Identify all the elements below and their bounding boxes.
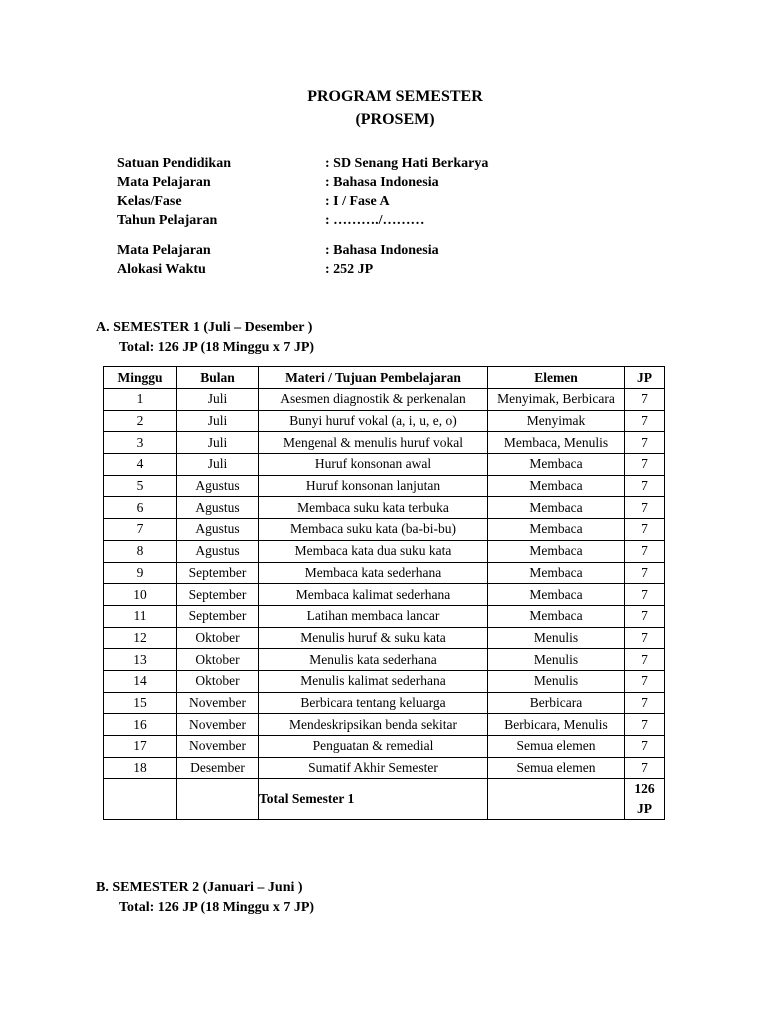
cell-elemen: Membaca <box>488 454 625 476</box>
cell-materi: Membaca suku kata terbuka <box>259 497 488 519</box>
cell-jp: 7 <box>625 475 665 497</box>
total-jp-unit: JP <box>637 801 652 817</box>
cell-minggu: 9 <box>104 562 177 584</box>
cell-bulan: Agustus <box>177 540 259 562</box>
cell-bulan: Agustus <box>177 519 259 541</box>
column-header-minggu: Minggu <box>104 367 177 389</box>
cell-materi: Latihan membaca lancar <box>259 605 488 627</box>
page-subtitle: (PROSEM) <box>355 111 435 128</box>
info-label: Kelas/Fase <box>117 194 182 209</box>
cell-jp: 7 <box>625 605 665 627</box>
cell-materi: Berbicara tentang keluarga <box>259 692 488 714</box>
section-heading: B. SEMESTER 2 (Januari – Juni ) <box>96 880 303 895</box>
cell-elemen: Menulis <box>488 649 625 671</box>
column-header-materi: Materi / Tujuan Pembelajaran <box>259 367 488 389</box>
cell-materi: Membaca kata dua suku kata <box>259 540 488 562</box>
info-label: Alokasi Waktu <box>117 262 206 277</box>
semester-1-table <box>103 366 665 820</box>
semester-1-heading <box>96 318 314 358</box>
cell-elemen: Membaca <box>488 584 625 606</box>
cell-jp: 7 <box>625 519 665 541</box>
cell-jp: 7 <box>625 692 665 714</box>
info-value: : Bahasa Indonesia <box>325 243 439 258</box>
cell-bulan: Juli <box>177 454 259 476</box>
cell-jp: 7 <box>625 627 665 649</box>
table-row <box>104 410 665 432</box>
cell-minggu: 3 <box>104 432 177 454</box>
info-value: : I / Fase A <box>325 194 390 209</box>
section-heading: A. SEMESTER 1 (Juli – Desember ) <box>96 320 313 335</box>
cell-materi: Membaca kata sederhana <box>259 562 488 584</box>
table-row <box>104 475 665 497</box>
cell-minggu: 16 <box>104 714 177 736</box>
table-total-row <box>104 779 665 820</box>
cell-jp: 7 <box>625 454 665 476</box>
table-row <box>104 584 665 606</box>
section-total-line: Total: 126 JP (18 Minggu x 7 JP) <box>119 340 315 355</box>
cell-minggu: 8 <box>104 540 177 562</box>
cell-elemen: Menulis <box>488 627 625 649</box>
cell-elemen: Berbicara <box>488 692 625 714</box>
cell-minggu: 1 <box>104 389 177 411</box>
page-title: PROGRAM SEMESTER <box>307 88 483 105</box>
table-row <box>104 540 665 562</box>
cell-elemen: Semua elemen <box>488 757 625 779</box>
info-label: Mata Pelajaran <box>117 175 211 190</box>
cell-jp: 7 <box>625 410 665 432</box>
cell-materi: Membaca kalimat sederhana <box>259 584 488 606</box>
cell-materi: Penguatan & remedial <box>259 736 488 758</box>
cell-materi: Bunyi huruf vokal (a, i, u, e, o) <box>259 410 488 432</box>
cell-elemen: Membaca, Menulis <box>488 432 625 454</box>
info-value: : SD Senang Hati Berkarya <box>325 156 489 171</box>
cell-jp: 7 <box>625 649 665 671</box>
cell-materi: Asesmen diagnostik & perkenalan <box>259 389 488 411</box>
cell-minggu: 2 <box>104 410 177 432</box>
total-jp <box>625 779 665 820</box>
table-row <box>104 432 665 454</box>
table-row <box>104 649 665 671</box>
cell-bulan: November <box>177 692 259 714</box>
table-row <box>104 562 665 584</box>
cell-jp: 7 <box>625 540 665 562</box>
cell-jp: 7 <box>625 389 665 411</box>
total-label: Total Semester 1 <box>259 779 488 820</box>
cell-materi: Menulis kata sederhana <box>259 649 488 671</box>
semester-2-heading <box>96 878 314 918</box>
cell-bulan: Juli <box>177 432 259 454</box>
table-row <box>104 736 665 758</box>
table-row <box>104 454 665 476</box>
info-value: : Bahasa Indonesia <box>325 175 439 190</box>
cell-jp: 7 <box>625 670 665 692</box>
cell-bulan: September <box>177 562 259 584</box>
cell-bulan: Juli <box>177 389 259 411</box>
cell-jp: 7 <box>625 736 665 758</box>
cell-jp: 7 <box>625 714 665 736</box>
cell-elemen: Menulis <box>488 670 625 692</box>
column-header-bulan: Bulan <box>177 367 259 389</box>
cell-elemen: Membaca <box>488 605 625 627</box>
cell-materi: Huruf konsonan awal <box>259 454 488 476</box>
info-label: Tahun Pelajaran <box>117 213 218 228</box>
total-empty-cell <box>177 779 259 820</box>
cell-materi: Mengenal & menulis huruf vokal <box>259 432 488 454</box>
table-row <box>104 389 665 411</box>
cell-bulan: September <box>177 605 259 627</box>
cell-minggu: 4 <box>104 454 177 476</box>
table-row <box>104 627 665 649</box>
cell-bulan: Oktober <box>177 649 259 671</box>
cell-elemen: Berbicara, Menulis <box>488 714 625 736</box>
cell-minggu: 12 <box>104 627 177 649</box>
cell-minggu: 18 <box>104 757 177 779</box>
cell-bulan: Agustus <box>177 497 259 519</box>
table-row <box>104 605 665 627</box>
cell-bulan: Juli <box>177 410 259 432</box>
table-header-row <box>104 367 665 389</box>
cell-elemen: Membaca <box>488 497 625 519</box>
total-empty-cell <box>104 779 177 820</box>
table-body <box>104 389 665 779</box>
cell-bulan: Oktober <box>177 627 259 649</box>
cell-elemen: Membaca <box>488 540 625 562</box>
table-row <box>104 670 665 692</box>
cell-materi: Membaca suku kata (ba-bi-bu) <box>259 519 488 541</box>
column-header-elemen: Elemen <box>488 367 625 389</box>
section-total-line: Total: 126 JP (18 Minggu x 7 JP) <box>119 900 315 915</box>
cell-jp: 7 <box>625 757 665 779</box>
cell-materi: Menulis huruf & suku kata <box>259 627 488 649</box>
table-row <box>104 692 665 714</box>
cell-bulan: Desember <box>177 757 259 779</box>
total-empty-cell <box>488 779 625 820</box>
table-row <box>104 757 665 779</box>
info-label: Satuan Pendidikan <box>117 156 231 171</box>
cell-materi: Menulis kalimat sederhana <box>259 670 488 692</box>
cell-materi: Mendeskripsikan benda sekitar <box>259 714 488 736</box>
cell-minggu: 6 <box>104 497 177 519</box>
cell-bulan: Agustus <box>177 475 259 497</box>
cell-bulan: September <box>177 584 259 606</box>
column-header-jp: JP <box>625 367 665 389</box>
info-value: : 252 JP <box>325 262 374 277</box>
table-row <box>104 714 665 736</box>
table-row <box>104 519 665 541</box>
cell-elemen: Semua elemen <box>488 736 625 758</box>
cell-minggu: 7 <box>104 519 177 541</box>
cell-bulan: November <box>177 736 259 758</box>
total-jp-value: 126 <box>634 781 655 797</box>
cell-jp: 7 <box>625 584 665 606</box>
cell-elemen: Menyimak <box>488 410 625 432</box>
cell-materi: Huruf konsonan lanjutan <box>259 475 488 497</box>
table-row <box>104 497 665 519</box>
cell-minggu: 15 <box>104 692 177 714</box>
cell-minggu: 11 <box>104 605 177 627</box>
cell-elemen: Membaca <box>488 475 625 497</box>
cell-bulan: Oktober <box>177 670 259 692</box>
cell-jp: 7 <box>625 432 665 454</box>
cell-elemen: Menyimak, Berbicara <box>488 389 625 411</box>
cell-materi: Sumatif Akhir Semester <box>259 757 488 779</box>
cell-jp: 7 <box>625 497 665 519</box>
cell-bulan: November <box>177 714 259 736</box>
info-value: : ………./……… <box>325 213 425 228</box>
cell-minggu: 10 <box>104 584 177 606</box>
cell-minggu: 13 <box>104 649 177 671</box>
cell-minggu: 14 <box>104 670 177 692</box>
info-label: Mata Pelajaran <box>117 243 211 258</box>
cell-elemen: Membaca <box>488 519 625 541</box>
cell-elemen: Membaca <box>488 562 625 584</box>
cell-minggu: 5 <box>104 475 177 497</box>
cell-jp: 7 <box>625 562 665 584</box>
cell-minggu: 17 <box>104 736 177 758</box>
